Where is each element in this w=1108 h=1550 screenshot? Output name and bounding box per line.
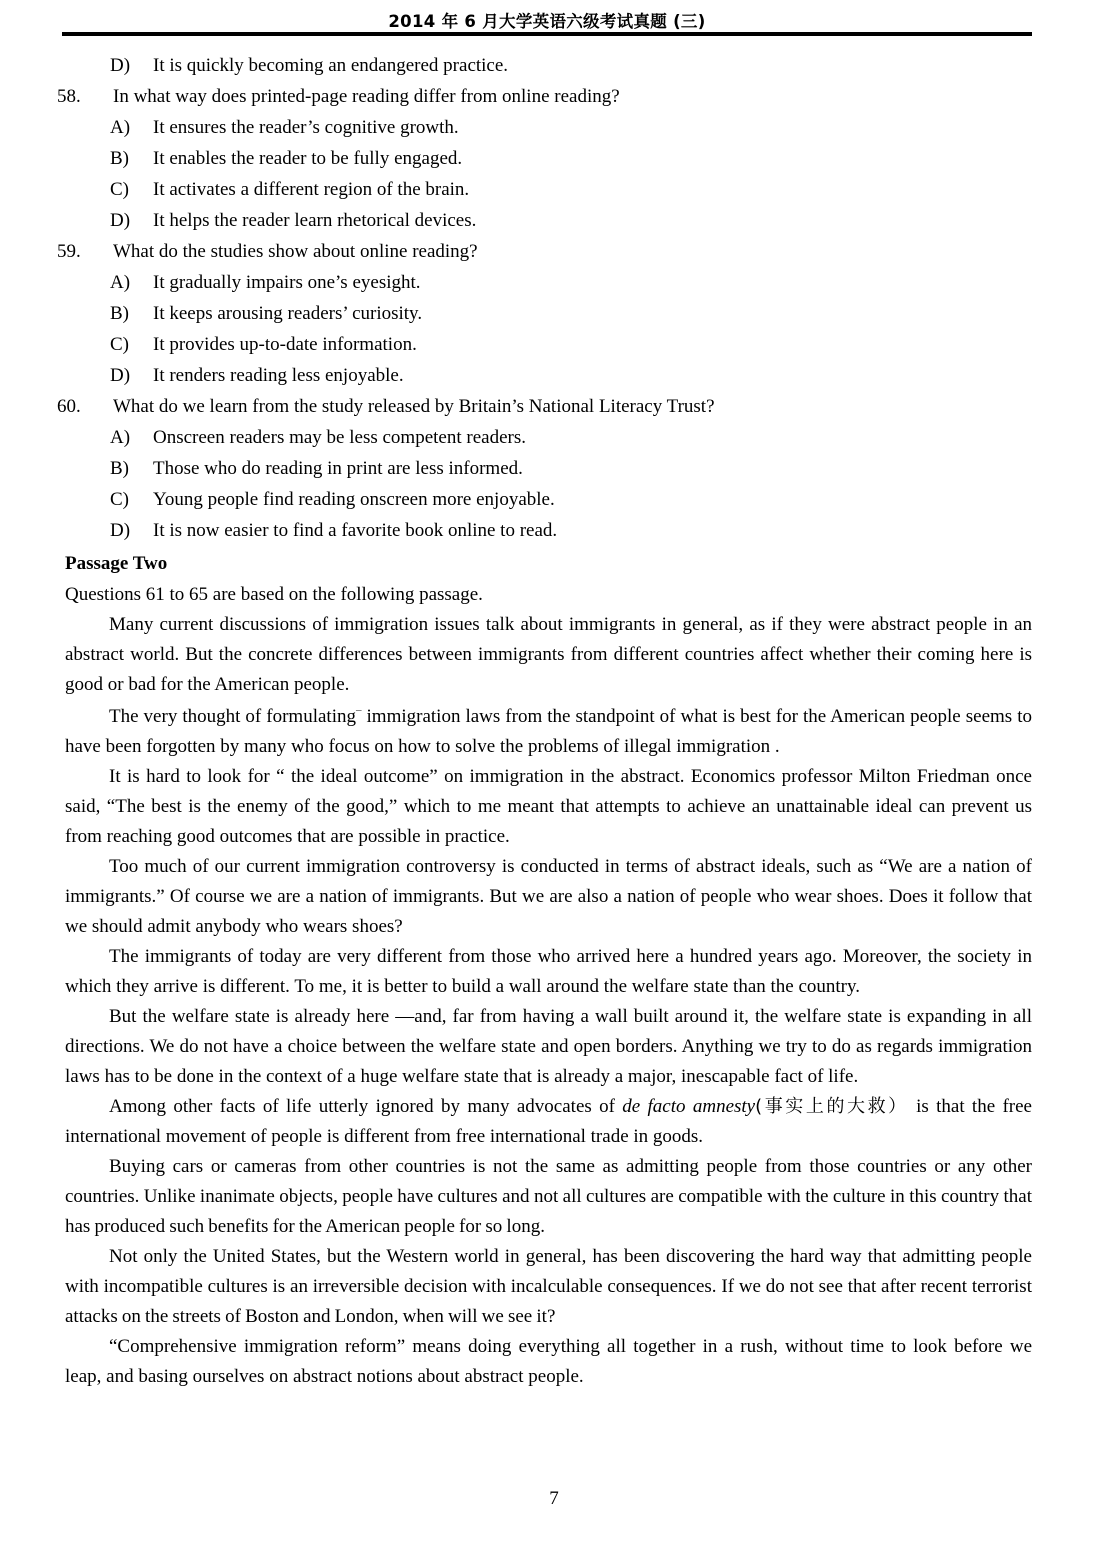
option-row [57, 267, 1032, 298]
option-text: It is quickly becoming an endangered practice. [153, 55, 509, 76]
paragraph-text-before-italic: Among other facts of life utterly ignored by many advocates of [109, 1096, 623, 1117]
option-text: It keeps arousing readers’ curiosity. [153, 303, 423, 324]
option-row [57, 112, 1032, 143]
option-text: Those who do reading in print are less informed. [153, 458, 523, 479]
passage-paragraph-4: Too much of our current immigration controversy is conducted in terms of abstract ideals, such as “We are a nation of immigrants.” Of course we are a nation of immigrants. But we are also a nation of people who wear shoes. Does it follow that we should admit anybody who wears shoes? [65, 856, 1032, 937]
passage-paragraph-8: Buying cars or cameras from other countries is not the same as admitting people from those countries or any other countries. Unlike inanimate objects, people have cultures and not all cultures are compatible with the culture in this country that has produced such benefits for the American people for so long. [65, 1156, 1032, 1237]
superscript-mark: ¯ [355, 709, 362, 721]
passage-paragraph-2 [65, 700, 1032, 762]
page-content [57, 50, 1032, 1392]
option-letter: A) [110, 272, 131, 293]
chinese-gloss: (事实上的大救） [755, 1096, 909, 1117]
question-text: What do the studies show about online reading? [113, 241, 478, 262]
option-row [57, 298, 1032, 329]
passage-paragraph-7 [65, 1092, 1032, 1152]
option-letter: B) [110, 303, 129, 324]
option-text: It is now easier to find a favorite book online to read. [153, 520, 558, 541]
passage-heading: Passage Two [65, 553, 168, 574]
option-letter: C) [110, 489, 129, 510]
option-letter: D) [110, 365, 131, 386]
question-number: 58. [57, 86, 81, 107]
passage-paragraph-5: The immigrants of today are very different from those who arrived here a hundred years ago. Moreover, the society in which they arrive is different. To me, it is better to build a wall around the welfare state than the country. [65, 946, 1032, 997]
option-letter: B) [110, 458, 129, 479]
passage-paragraph-10: “Comprehensive immigration reform” means doing everything all together in a rush, without time to look before we leap, and basing ourselves on abstract notions about abstract people. [65, 1336, 1032, 1387]
option-row [57, 329, 1032, 360]
option-row [57, 143, 1032, 174]
question-number: 60. [57, 396, 81, 417]
option-row [57, 174, 1032, 205]
option-row [57, 205, 1032, 236]
option-letter: C) [110, 334, 129, 355]
passage-paragraph-3: It is hard to look for “ the ideal outcome” on immigration in the abstract. Economics professor Milton Friedman once said, “The best is the enemy of the good,” which to me meant that attempts to achieve an unattainable ideal can prevent us from reaching good outcomes that are possible in practice. [65, 766, 1032, 847]
option-letter: A) [110, 427, 131, 448]
paragraph-text-after-gloss: is that the free international movement of people is different from free international trade in goods. [65, 1096, 1032, 1147]
passage-intro: Questions 61 to 65 are based on the following passage. [65, 584, 483, 605]
page-header-title: 2014 年 6 月大学英语六级考试真题 (三) [388, 12, 706, 31]
option-letter: D) [110, 520, 131, 541]
question-number: 59. [57, 241, 81, 262]
option-letter: B) [110, 148, 129, 169]
question-text: What do we learn from the study released by Britain’s National Literacy Trust? [113, 396, 715, 417]
option-text: It gradually impairs one’s eyesight. [153, 272, 421, 293]
option-letter: C) [110, 179, 129, 200]
question-row-58 [57, 81, 1032, 112]
option-letter: D) [110, 210, 131, 231]
option-text: Onscreen readers may be less competent readers. [153, 427, 526, 448]
option-text: It enables the reader to be fully engaged. [153, 148, 463, 169]
question-text: In what way does printed-page reading differ from online reading? [113, 86, 620, 107]
option-row [57, 515, 1032, 546]
passage-paragraph-1: Many current discussions of immigration issues talk about immigrants in general, as if they were abstract people in an abstract world. But the concrete differences between immigrants from different countries affect whether their coming here is good or bad for the American people. [65, 614, 1032, 695]
paragraph-text-after-mark: immigration laws from the standpoint of what is best for the American people seems to have been forgotten by many who focus on how to solve the problems of illegal immigration . [65, 706, 1032, 757]
option-row [57, 422, 1032, 453]
question-row-59 [57, 236, 1032, 267]
option-text: It ensures the reader’s cognitive growth. [153, 117, 459, 138]
header-divider-rule [62, 32, 1032, 36]
latin-phrase-de-facto-amnesty: de facto amnesty [622, 1096, 756, 1117]
paragraph-text-before-mark: The very thought of formulating [109, 706, 356, 727]
option-row [57, 360, 1032, 391]
question-row-60 [57, 391, 1032, 422]
option-letter: D) [110, 55, 131, 76]
option-row [57, 484, 1032, 515]
option-text: Young people find reading onscreen more enjoyable. [153, 489, 555, 510]
option-text: It helps the reader learn rhetorical devices. [153, 210, 477, 231]
option-text: It activates a different region of the brain. [153, 179, 470, 200]
option-row [57, 50, 1032, 81]
passage-paragraph-9: Not only the United States, but the Western world in general, has been discovering the hard way that admitting people with incompatible cultures is an irreversible decision with incalculable consequences. If we do not see that after recent terrorist attacks on the streets of Boston and London, when will we see it? [65, 1246, 1032, 1327]
option-text: It renders reading less enjoyable. [153, 365, 404, 386]
option-row [57, 453, 1032, 484]
option-letter: A) [110, 117, 131, 138]
passage-paragraph-6: But the welfare state is already here —and, far from having a wall built around it, the welfare state is expanding in all directions. We do not have a choice between the welfare state and open borders. Anything we try to do as regards immigration laws has to be done in the context of a huge welfare state that is already a major, inescapable fact of life. [65, 1006, 1032, 1087]
page-number: 7 [549, 1488, 559, 1509]
option-text: It provides up-to-date information. [153, 334, 417, 355]
